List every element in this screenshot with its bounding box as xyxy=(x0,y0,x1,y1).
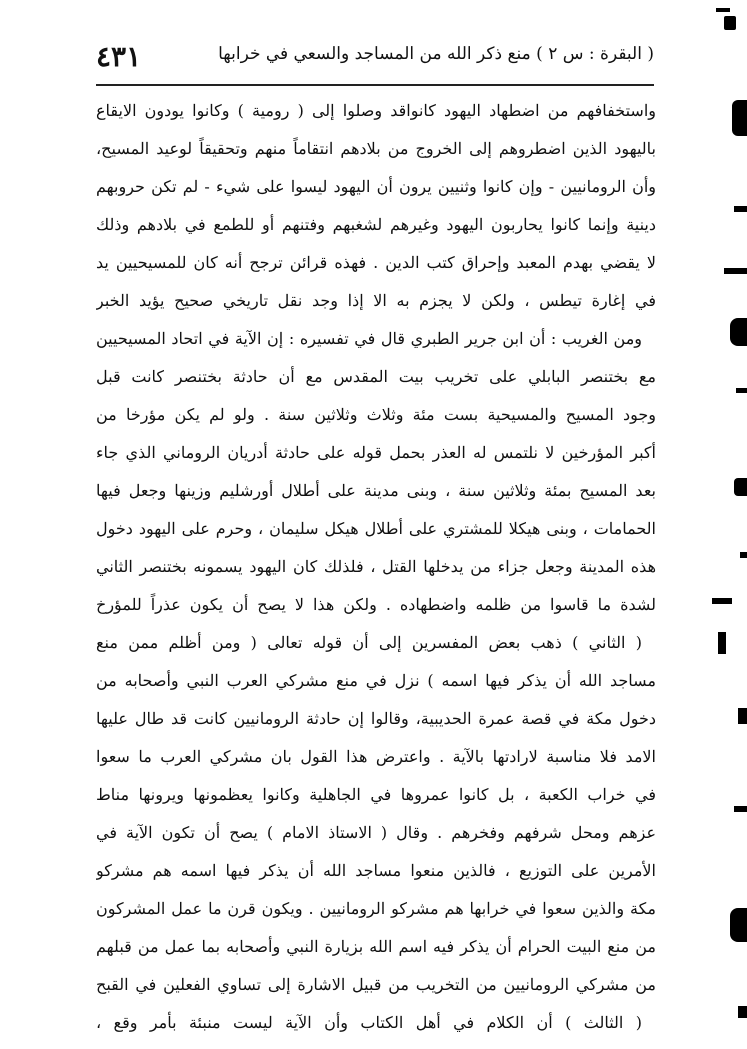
text-line: باليهود الذين اضطروهم إلى الخروج من بلادهم انتقاماً منهم وتحقيقاً لوعيد المسيح، xyxy=(96,139,656,158)
text-line: عزهم ومحل شرفهم وفخرهم . وقال ( الاستاذ الامام ) يصح أن تكون الآية في xyxy=(96,823,656,842)
text-line: واستخفافهم من اضطهاد اليهود كانواقد وصلوا إلى ( رومية ) وكانوا يودون الايقاع xyxy=(96,101,656,120)
scan-artifact xyxy=(738,708,747,724)
scan-artifact xyxy=(736,388,747,393)
scan-artifact xyxy=(734,206,747,212)
text-line: أكبر المؤرخين لا نلتمس له العذر بحمل قوله على حادثة أدريان الروماني الذي جاء xyxy=(96,443,656,462)
text-line: وجود المسيح والمسيحية بست مئة وثلاث وثلاثين سنة . ولو لم يكن مؤرخا من xyxy=(96,405,656,424)
text-line: مساجد الله أن يذكر فيها اسمه ) نزل في منع مشركي العرب النبي وأصحابه من xyxy=(96,671,656,690)
scan-artifact xyxy=(730,908,747,942)
paragraph-start-line: ( الثالث ) أن الكلام في أهل الكتاب وأن الآية ليست منبئة بأمر وقع ، xyxy=(96,1013,642,1032)
text-line: مع بختنصر البابلي على تخريب بيت المقدس مع أن حادثة بختنصر كانت قبل xyxy=(96,367,656,386)
scan-artifact xyxy=(734,806,747,812)
body-text xyxy=(96,92,656,1042)
text-line: في إغارة تيطس ، ولكن لا يجزم به الا إذا وجد نقل تاريخي صحيح يؤيد الخبر xyxy=(96,291,656,310)
text-line: لا يقضي بهدم المعبد وإحراق كتب الدين . فهذه قرائن ترجح أنه كان للمسيحيين يد xyxy=(96,253,656,272)
scan-artifact xyxy=(724,16,736,30)
text-line: الحمامات ، وبنى هيكلا للمشتري على أطلال هيكل سليمان ، وحرم على اليهود دخول xyxy=(96,519,656,538)
text-line: دينية وإنما كانوا يحاربون اليهود وغيرهم لشغبهم وفتنهم أو للطمع في بلادهم وذلك xyxy=(96,215,656,234)
text-line: دخول مكة في قصة عمرة الحديبية، وقالوا إن حادثة الرومانيين كانت قد طال عليها xyxy=(96,709,656,728)
page-header xyxy=(96,40,654,86)
scan-artifact xyxy=(716,8,730,12)
text-line: من مشركي الرومانيين من التخريب من قبيل الاشارة إلى تساوي الفعلين في القبح xyxy=(96,975,656,994)
scan-artifact xyxy=(724,268,747,274)
text-line: مكة والذين سعوا في خرابها هم مشركو الرومانيين . ويكون قرن ما عمل المشركون xyxy=(96,899,656,918)
text-line: لشدة ما قاسوا من ظلمه واضطهاده . ولكن هذا لا يصح أن يكون عذراً للمؤرخ xyxy=(96,595,656,614)
scan-artifact xyxy=(718,632,726,654)
text-line: بعد المسيح بمئة وثلاثين سنة ، وبنى مدينة على أطلال أورشليم وزينها وجعل فيها xyxy=(96,481,656,500)
scan-artifact xyxy=(732,100,747,136)
paragraph-start-line: ( الثاني ) ذهب بعض المفسرين إلى أن قوله تعالى ( ومن أظلم ممن منع xyxy=(96,633,642,652)
scan-artifact xyxy=(734,478,747,496)
text-line: هذه المدينة وجعل جزاء من يدخلها القتل ، فلذلك كان اليهود يسمونه بختنصر الثاني xyxy=(96,557,656,576)
scan-artifact xyxy=(712,598,732,604)
running-title: ( البقرة : س ٢ ) منع ذكر الله من المساجد والسعي في خرابها xyxy=(218,44,654,64)
scan-artifact xyxy=(740,552,747,558)
text-line: الأمرين على التوزيع ، فالذين منعوا مساجد الله أن يذكر فيها اسمه هم مشركو xyxy=(96,861,656,880)
header-rule xyxy=(96,84,654,86)
text-line: في خراب الكعبة ، بل كانوا عمروها في الجاهلية وكانوا يعظمونها ويرونها مناط xyxy=(96,785,656,804)
page-number: ٤٣١ xyxy=(96,40,142,73)
scan-artifact xyxy=(738,1006,747,1018)
paragraph-start-line: ومن الغريب : أن ابن جرير الطبري قال في تفسيره : إن الآية في اتحاد المسيحيين xyxy=(96,329,643,348)
text-line: وأن الرومانيين - وإن كانوا وثنيين يرون أن اليهود ليسوا على شيء - لم تكن حروبهم xyxy=(96,177,656,196)
text-line: من منع البيت الحرام أن يذكر فيه اسم الله بزيارة النبي وأصحابه بما عمل من قبلهم xyxy=(96,937,656,956)
text-line: الامد فلا مناسبة لارادتها بالآية . واعترض هذا القول بان مشركي العرب ما سعوا xyxy=(96,747,656,766)
scan-artifact xyxy=(730,318,747,346)
